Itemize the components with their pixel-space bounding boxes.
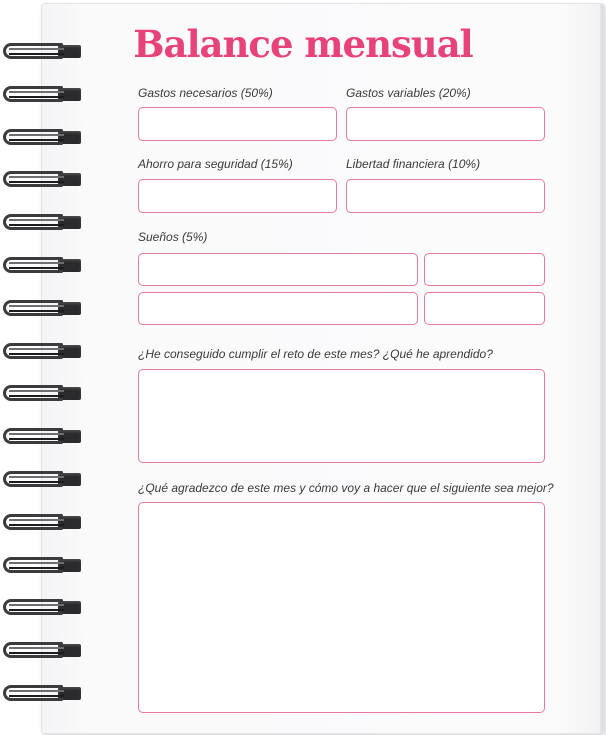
page-title: Balance mensual [133, 22, 473, 66]
ring-wire-inner [9, 390, 64, 397]
label-gastos-necesarios: Gastos necesarios (50%) [138, 86, 273, 100]
ring-wire-inner [9, 562, 64, 569]
gastos-necesarios-field[interactable] [138, 107, 337, 141]
ring-wire-inner [9, 262, 64, 269]
label-suenos: Sueños (5%) [138, 230, 208, 244]
ring-wire-inner [9, 305, 64, 312]
ring-wire-inner [9, 176, 64, 183]
suenos-amount-field-1[interactable] [424, 253, 545, 286]
label-agradecimiento-pregunta: ¿Qué agradezco de este mes y cómo voy a hacer que el siguiente sea mejor? [138, 481, 554, 495]
spiral-ring [3, 168, 81, 190]
spiral-ring [3, 254, 81, 276]
ring-wire-inner [9, 91, 64, 98]
spiral-ring [3, 511, 81, 533]
ring-wire-inner [9, 348, 64, 355]
libertad-financiera-field[interactable] [346, 179, 545, 213]
spiral-ring [3, 596, 81, 618]
spiral-ring [3, 425, 81, 447]
suenos-amount-field-2[interactable] [424, 292, 545, 325]
ring-wire-inner [9, 519, 64, 526]
spiral-ring [3, 554, 81, 576]
ring-wire-inner [9, 604, 64, 611]
label-ahorro-seguridad: Ahorro para seguridad (15%) [138, 157, 293, 171]
spiral-ring [3, 340, 81, 362]
spiral-ring [3, 682, 81, 704]
ring-wire-inner [9, 647, 64, 654]
spiral-ring [3, 83, 81, 105]
ring-wire-inner [9, 219, 64, 226]
ring-wire-inner [9, 433, 64, 440]
spiral-ring [3, 297, 81, 319]
ring-wire-inner [9, 476, 64, 483]
spiral-ring [3, 468, 81, 490]
label-reto-pregunta: ¿He conseguido cumplir el reto de este mes? ¿Qué he aprendido? [138, 347, 493, 361]
gastos-variables-field[interactable] [346, 107, 545, 141]
spiral-ring [3, 126, 81, 148]
spiral-ring [3, 211, 81, 233]
reto-textarea[interactable] [138, 369, 545, 463]
label-gastos-variables: Gastos variables (20%) [346, 86, 471, 100]
page-edge [600, 4, 604, 733]
agradecimiento-textarea[interactable] [138, 502, 545, 713]
suenos-field-2[interactable] [138, 292, 418, 325]
spiral-ring [3, 639, 81, 661]
ahorro-seguridad-field[interactable] [138, 179, 337, 213]
suenos-field-1[interactable] [138, 253, 418, 286]
label-libertad-financiera: Libertad financiera (10%) [346, 157, 481, 171]
ring-wire-inner [9, 690, 64, 697]
ring-wire-inner [9, 134, 64, 141]
spiral-ring [3, 382, 81, 404]
